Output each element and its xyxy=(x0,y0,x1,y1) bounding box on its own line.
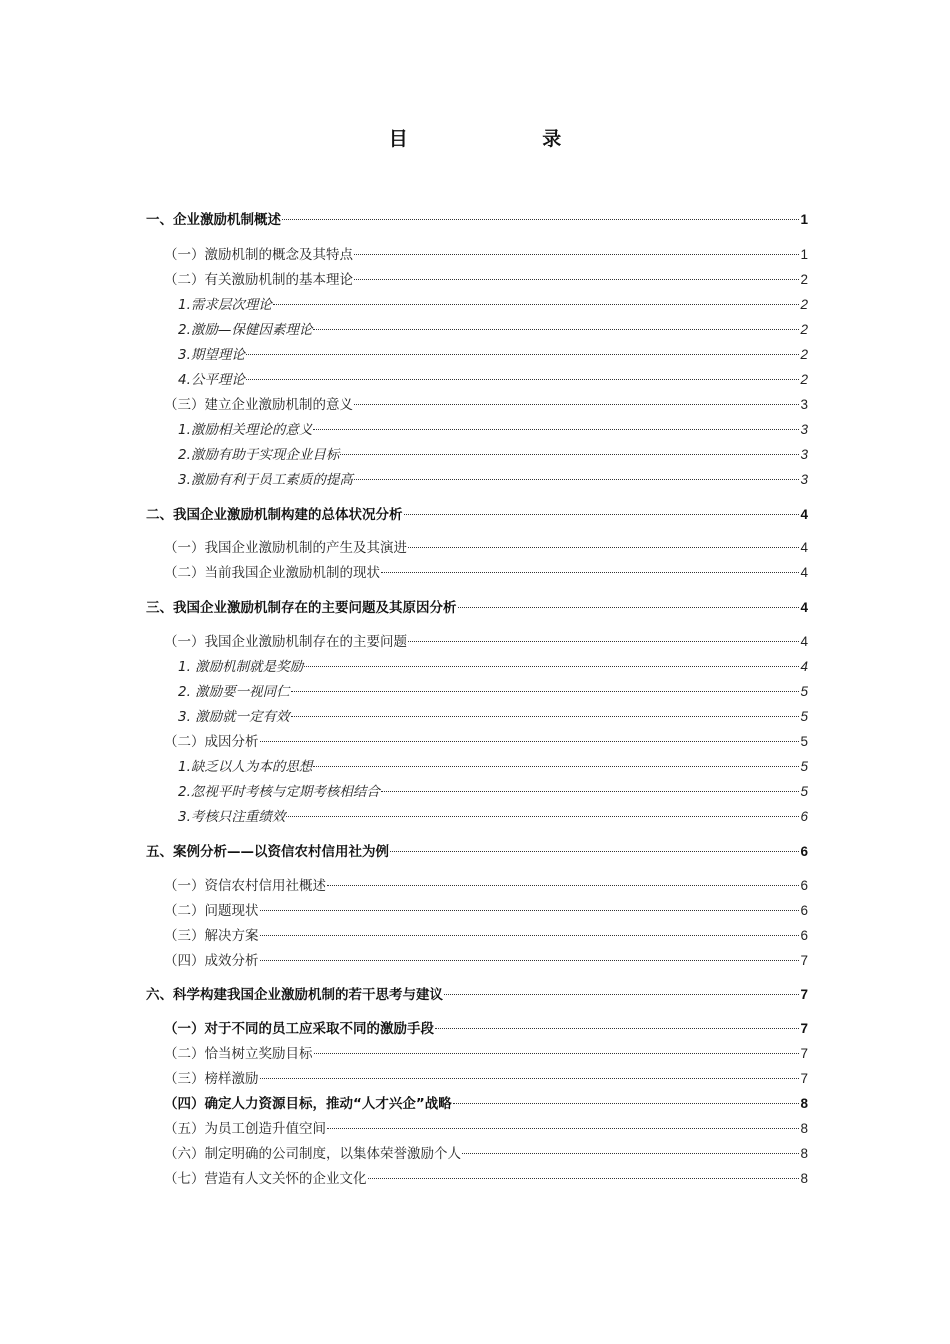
toc-page-number: 5 xyxy=(800,734,808,749)
toc-dot-leader xyxy=(273,304,800,305)
toc-page-number: 6 xyxy=(800,878,808,893)
toc-dot-leader xyxy=(313,429,799,430)
toc-entry[interactable] xyxy=(146,757,808,777)
toc-entry[interactable] xyxy=(146,807,808,827)
toc-entry[interactable] xyxy=(146,320,808,340)
toc-page-number: 6 xyxy=(800,809,808,824)
toc-entry-title: 一、企业激励机制概述 xyxy=(146,212,281,228)
toc-dot-leader xyxy=(404,514,800,515)
toc-entry-title: 3.激励有利于员工素质的提高 xyxy=(178,472,353,488)
toc-entry[interactable] xyxy=(146,951,808,971)
toc-page-number: 8 xyxy=(800,1121,808,1136)
toc-page-number: 8 xyxy=(800,1146,808,1161)
toc-page-number: 2 xyxy=(800,272,808,287)
toc-entry[interactable] xyxy=(146,245,808,265)
toc-dot-leader xyxy=(260,910,800,911)
toc-dot-leader xyxy=(368,1178,800,1179)
toc-dot-leader xyxy=(458,607,800,608)
toc-entry-title: 五、案例分析——以资信农村信用社为例 xyxy=(146,844,389,860)
toc-entry-title: （二）有关激励机制的基本理论 xyxy=(164,272,353,288)
toc-entry[interactable] xyxy=(146,295,808,315)
table-of-contents xyxy=(146,0,808,1344)
toc-page-number: 1 xyxy=(800,247,808,262)
toc-entry-title: 3. 激励就一定有效 xyxy=(178,709,290,725)
toc-entry-title: 1.需求层次理论 xyxy=(178,297,272,313)
toc-entry-title: （三）榜样激励 xyxy=(164,1071,259,1087)
toc-entry-title: 2. 激励要一视同仁 xyxy=(178,684,290,700)
toc-page-number: 6 xyxy=(800,928,808,943)
toc-entry-title: （一）激励机制的概念及其特点 xyxy=(164,247,353,263)
toc-entry-title: 3.考核只注重绩效 xyxy=(178,809,286,825)
toc-dot-leader xyxy=(286,816,799,817)
toc-page-number: 8 xyxy=(800,1096,808,1111)
toc-dot-leader xyxy=(260,960,800,961)
toc-dot-leader xyxy=(453,1103,800,1104)
toc-entry[interactable] xyxy=(146,598,808,618)
toc-entry-title: 1.激励相关理论的意义 xyxy=(178,422,313,438)
toc-dot-leader xyxy=(381,791,800,792)
toc-page-number: 6 xyxy=(800,903,808,918)
toc-entry[interactable] xyxy=(146,1019,808,1039)
toc-entry-title: （三）解决方案 xyxy=(164,928,259,944)
toc-dot-leader xyxy=(327,885,799,886)
toc-dot-leader xyxy=(408,547,799,548)
toc-page-number: 5 xyxy=(800,759,808,774)
toc-dot-leader xyxy=(246,354,800,355)
toc-entry[interactable] xyxy=(146,1119,808,1139)
toc-page-number: 3 xyxy=(800,447,808,462)
toc-dot-leader xyxy=(246,379,800,380)
toc-entry[interactable] xyxy=(146,1044,808,1064)
toc-entry-title: 2.激励有助于实现企业目标 xyxy=(178,447,340,463)
toc-dot-leader xyxy=(282,219,799,220)
toc-entry[interactable] xyxy=(146,732,808,752)
toc-page-number: 4 xyxy=(800,540,808,555)
toc-page-number: 7 xyxy=(800,1021,808,1036)
toc-page-number: 2 xyxy=(800,372,808,387)
toc-entry[interactable] xyxy=(146,345,808,365)
toc-dot-leader xyxy=(304,666,799,667)
toc-entry[interactable] xyxy=(146,985,808,1005)
toc-dot-leader xyxy=(462,1153,799,1154)
toc-dot-leader xyxy=(313,329,799,330)
toc-dot-leader xyxy=(327,1128,799,1129)
toc-page-number: 7 xyxy=(800,1071,808,1086)
toc-dot-leader xyxy=(340,454,799,455)
toc-dot-leader xyxy=(354,254,799,255)
toc-page-number: 5 xyxy=(800,709,808,724)
toc-entry[interactable] xyxy=(146,842,808,862)
toc-entry[interactable] xyxy=(146,1094,808,1114)
toc-dot-leader xyxy=(444,994,799,995)
toc-entry[interactable] xyxy=(146,370,808,390)
toc-entry-title: 二、我国企业激励机制构建的总体状况分析 xyxy=(146,507,403,523)
toc-entry-title: （一）我国企业激励机制的产生及其演进 xyxy=(164,540,407,556)
toc-entry[interactable] xyxy=(146,901,808,921)
toc-entry[interactable] xyxy=(146,270,808,290)
toc-dot-leader xyxy=(313,766,799,767)
toc-entry-title: （四）成效分析 xyxy=(164,953,259,969)
toc-page-number: 3 xyxy=(800,472,808,487)
toc-entry[interactable] xyxy=(146,470,808,490)
toc-entry[interactable] xyxy=(146,563,808,583)
toc-page-number: 7 xyxy=(800,987,808,1002)
toc-entry-title: 1.缺乏以人为本的思想 xyxy=(178,759,313,775)
toc-entry-title: （六）制定明确的公司制度，以集体荣誉激励个人 xyxy=(164,1146,461,1162)
toc-dot-leader xyxy=(291,716,800,717)
toc-entry[interactable] xyxy=(146,926,808,946)
toc-dot-leader xyxy=(381,572,799,573)
toc-page-number: 1 xyxy=(800,212,808,227)
toc-entry-title: （二）成因分析 xyxy=(164,734,259,750)
toc-entry[interactable] xyxy=(146,1069,808,1089)
toc-dot-leader xyxy=(314,1053,800,1054)
toc-entry-title: （一）对于不同的员工应采取不同的激励手段 xyxy=(164,1021,434,1037)
toc-dot-leader xyxy=(390,851,799,852)
toc-page-number: 2 xyxy=(800,347,808,362)
toc-entry[interactable] xyxy=(146,632,808,652)
toc-dot-leader xyxy=(408,641,799,642)
toc-title: 目 录 xyxy=(388,128,626,150)
toc-dot-leader xyxy=(291,691,800,692)
toc-entry[interactable] xyxy=(146,420,808,440)
toc-dot-leader xyxy=(354,404,799,405)
toc-entry[interactable] xyxy=(146,445,808,465)
toc-dot-leader xyxy=(435,1028,799,1029)
toc-entry-title: 3.期望理论 xyxy=(178,347,245,363)
toc-page-number: 3 xyxy=(800,422,808,437)
toc-page-number: 2 xyxy=(800,297,808,312)
toc-entry[interactable] xyxy=(146,1144,808,1164)
toc-entry[interactable] xyxy=(146,657,808,677)
toc-entry-title: （五）为员工创造升值空间 xyxy=(164,1121,326,1137)
toc-entry-title: （七）营造有人文关怀的企业文化 xyxy=(164,1171,367,1187)
toc-entry-title: 2.激励—保健因素理论 xyxy=(178,322,313,338)
toc-entry-title: 六、科学构建我国企业激励机制的若干思考与建议 xyxy=(146,987,443,1003)
toc-entry[interactable] xyxy=(146,210,808,230)
toc-entry-title: （二）问题现状 xyxy=(164,903,259,919)
toc-entry-title: （四）确定人力资源目标，推动“人才兴企”战略 xyxy=(164,1096,452,1112)
toc-entry[interactable] xyxy=(146,707,808,727)
toc-entry-title: （二）恰当树立奖励目标 xyxy=(164,1046,313,1062)
toc-page-number: 4 xyxy=(800,600,808,615)
toc-dot-leader xyxy=(260,1078,800,1079)
toc-entry[interactable] xyxy=(146,395,808,415)
toc-entry[interactable] xyxy=(146,538,808,558)
toc-dot-leader xyxy=(354,279,799,280)
toc-page-number: 4 xyxy=(800,634,808,649)
toc-entry-title: （二）当前我国企业激励机制的现状 xyxy=(164,565,380,581)
toc-entry-title: 2.忽视平时考核与定期考核相结合 xyxy=(178,784,380,800)
toc-entry-title: （三）建立企业激励机制的意义 xyxy=(164,397,353,413)
toc-page-number: 7 xyxy=(800,1046,808,1061)
toc-entry-title: 三、我国企业激励机制存在的主要问题及其原因分析 xyxy=(146,600,457,616)
toc-page-number: 5 xyxy=(800,684,808,699)
toc-entry[interactable] xyxy=(146,505,808,525)
toc-entry[interactable] xyxy=(146,782,808,802)
toc-entry-title: （一）资信农村信用社概述 xyxy=(164,878,326,894)
toc-page-number: 8 xyxy=(800,1171,808,1186)
toc-page-number: 3 xyxy=(800,397,808,412)
toc-dot-leader xyxy=(260,741,800,742)
toc-entry[interactable] xyxy=(146,876,808,896)
toc-entry-title: 1. 激励机制就是奖励 xyxy=(178,659,304,675)
toc-page-number: 2 xyxy=(800,322,808,337)
toc-page-number: 4 xyxy=(800,659,808,674)
toc-page-number: 5 xyxy=(800,784,808,799)
toc-page-number: 4 xyxy=(800,565,808,580)
toc-dot-leader xyxy=(354,479,800,480)
toc-entry[interactable] xyxy=(146,1169,808,1189)
toc-page-number: 4 xyxy=(800,507,808,522)
toc-dot-leader xyxy=(260,935,800,936)
toc-entry-title: （一）我国企业激励机制存在的主要问题 xyxy=(164,634,407,650)
toc-entry[interactable] xyxy=(146,682,808,702)
toc-entry-title: 4.公平理论 xyxy=(178,372,245,388)
toc-page-number: 6 xyxy=(800,844,808,859)
toc-page-number: 7 xyxy=(800,953,808,968)
